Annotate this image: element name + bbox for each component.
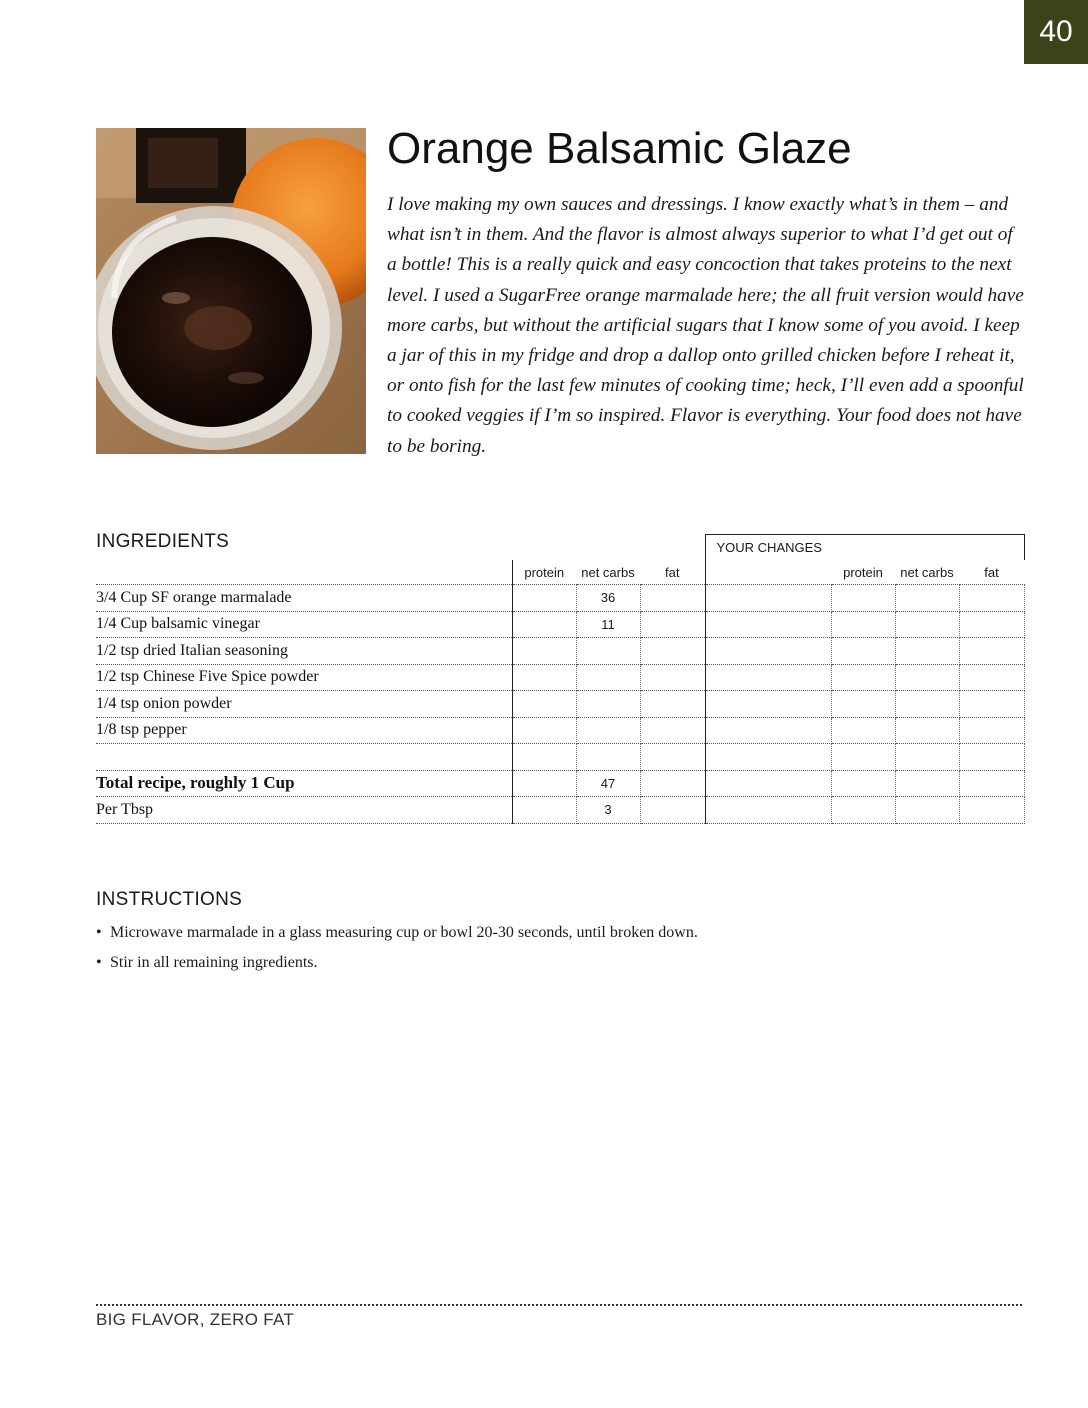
protein-value xyxy=(512,717,576,744)
changes-fat-cell[interactable] xyxy=(959,664,1024,691)
changes-note-cell[interactable] xyxy=(705,664,831,691)
ingredient-row xyxy=(96,664,1024,691)
protein-value xyxy=(512,797,576,824)
protein-value xyxy=(512,691,576,718)
ingredient-name: 1/4 tsp onion powder xyxy=(96,691,512,718)
ingredient-row xyxy=(96,585,1024,612)
changes-protein-cell[interactable] xyxy=(831,691,895,718)
net-carbs-value: 47 xyxy=(576,770,640,797)
instruction-text: Microwave marmalade in a glass measuring cup or bowl 20-30 seconds, until broken down. xyxy=(110,924,698,941)
book-title-footer: BIG FLAVOR, ZERO FAT xyxy=(96,1310,295,1329)
protein-value xyxy=(512,770,576,797)
changes-fat-cell[interactable] xyxy=(959,638,1024,665)
fat-value xyxy=(640,691,705,718)
changes-net-carbs-cell[interactable] xyxy=(895,797,959,824)
glaze-jar-photo xyxy=(96,128,366,454)
changes-net-carbs-cell[interactable] xyxy=(895,638,959,665)
changes-header-net-carbs: net carbs xyxy=(895,560,959,585)
fat-value xyxy=(640,585,705,612)
fat-value xyxy=(640,611,705,638)
fat-value xyxy=(640,717,705,744)
per-serving-label: Per Tbsp xyxy=(96,797,512,824)
ingredient-name: 1/2 tsp Chinese Five Spice powder xyxy=(96,664,512,691)
per-serving-row xyxy=(96,797,1024,824)
ingredient-row xyxy=(96,638,1024,665)
changes-net-carbs-cell[interactable] xyxy=(895,770,959,797)
changes-net-carbs-cell[interactable] xyxy=(895,664,959,691)
total-label: Total recipe, roughly 1 Cup xyxy=(96,770,512,797)
page-number-badge: 40 xyxy=(1024,0,1088,64)
changes-net-carbs-cell[interactable] xyxy=(895,744,959,771)
changes-note-cell[interactable] xyxy=(705,611,831,638)
instruction-step xyxy=(96,920,698,950)
protein-value xyxy=(512,611,576,638)
ingredient-name: 1/4 Cup balsamic vinegar xyxy=(96,611,512,638)
glaze-jar-illustration xyxy=(96,128,366,454)
net-carbs-value: 36 xyxy=(576,585,640,612)
changes-fat-cell[interactable] xyxy=(959,744,1024,771)
changes-fat-cell[interactable] xyxy=(959,611,1024,638)
changes-protein-cell[interactable] xyxy=(831,611,895,638)
changes-protein-cell[interactable] xyxy=(831,664,895,691)
bullet-icon: • xyxy=(96,954,102,971)
changes-net-carbs-cell[interactable] xyxy=(895,585,959,612)
changes-protein-cell[interactable] xyxy=(831,717,895,744)
ingredient-row xyxy=(96,611,1024,638)
total-row xyxy=(96,770,1024,797)
fat-value xyxy=(640,770,705,797)
instruction-text: Stir in all remaining ingredients. xyxy=(110,954,318,971)
changes-protein-cell[interactable] xyxy=(831,770,895,797)
ingredients-heading: INGREDIENTS xyxy=(96,531,230,552)
footer-divider xyxy=(96,1304,1022,1306)
net-carbs-value xyxy=(576,744,640,771)
changes-fat-cell[interactable] xyxy=(959,691,1024,718)
changes-note-cell[interactable] xyxy=(705,691,831,718)
bullet-icon: • xyxy=(96,924,102,941)
changes-protein-cell[interactable] xyxy=(831,744,895,771)
net-carbs-value xyxy=(576,717,640,744)
changes-protein-cell[interactable] xyxy=(831,638,895,665)
fat-value xyxy=(640,664,705,691)
net-carbs-value: 3 xyxy=(576,797,640,824)
recipe-intro: I love making my own sauces and dressings. I know exactly what’s in them – and what isn’t in them. And the flavor is almost always superior to what I’d get out of a bottle! This is a really quick and easy concoction that takes proteins to the next level. I used a SugarFree orange marmalade here; the all fruit version would have more carbs, but without the artificial sugars that I know some of you avoid. I keep a jar of this in my fridge and drop a dallop onto grilled chicken before I reheat it, or onto fish for the last few minutes of cooking time; heck, I’ll even add a spoonful to cooked veggies if I’m so inspired. Flavor is everything. Your food does not have to be boring. xyxy=(387,194,1024,457)
changes-header-fat: fat xyxy=(959,560,1024,585)
protein-value xyxy=(512,585,576,612)
ingredient-row xyxy=(96,691,1024,718)
protein-value xyxy=(512,664,576,691)
fat-value xyxy=(640,797,705,824)
ingredient-name: 1/8 tsp pepper xyxy=(96,717,512,744)
column-header-protein: protein xyxy=(512,560,576,585)
changes-fat-cell[interactable] xyxy=(959,770,1024,797)
fat-value xyxy=(640,744,705,771)
changes-fat-cell[interactable] xyxy=(959,585,1024,612)
changes-note-cell[interactable] xyxy=(705,717,831,744)
ingredient-name: 3/4 Cup SF orange marmalade xyxy=(96,585,512,612)
changes-note-cell[interactable] xyxy=(705,744,831,771)
changes-net-carbs-cell[interactable] xyxy=(895,691,959,718)
changes-net-carbs-cell[interactable] xyxy=(895,717,959,744)
net-carbs-value xyxy=(576,691,640,718)
changes-fat-cell[interactable] xyxy=(959,717,1024,744)
net-carbs-value xyxy=(576,638,640,665)
changes-fat-cell[interactable] xyxy=(959,797,1024,824)
ingredient-name xyxy=(96,744,512,771)
changes-protein-cell[interactable] xyxy=(831,585,895,612)
changes-note-cell[interactable] xyxy=(705,770,831,797)
your-changes-label: YOUR CHANGES xyxy=(705,535,1024,561)
instruction-step xyxy=(96,950,698,980)
fat-value xyxy=(640,638,705,665)
protein-value xyxy=(512,744,576,771)
recipe-title: Orange Balsamic Glaze xyxy=(387,124,852,173)
changes-note-cell[interactable] xyxy=(705,797,831,824)
changes-note-cell[interactable] xyxy=(705,585,831,612)
column-header-fat: fat xyxy=(640,560,705,585)
changes-note-cell[interactable] xyxy=(705,638,831,665)
instructions-list xyxy=(96,920,698,980)
ingredient-row xyxy=(96,717,1024,744)
changes-header-protein: protein xyxy=(831,560,895,585)
ingredient-name: 1/2 tsp dried Italian seasoning xyxy=(96,638,512,665)
blank-row xyxy=(96,744,1024,771)
changes-net-carbs-cell[interactable] xyxy=(895,611,959,638)
net-carbs-value: 11 xyxy=(576,611,640,638)
column-header-net-carbs: net carbs xyxy=(576,560,640,585)
net-carbs-value xyxy=(576,664,640,691)
protein-value xyxy=(512,638,576,665)
changes-protein-cell[interactable] xyxy=(831,797,895,824)
nutrition-table xyxy=(96,534,1025,824)
instructions-heading: INSTRUCTIONS xyxy=(96,889,243,910)
